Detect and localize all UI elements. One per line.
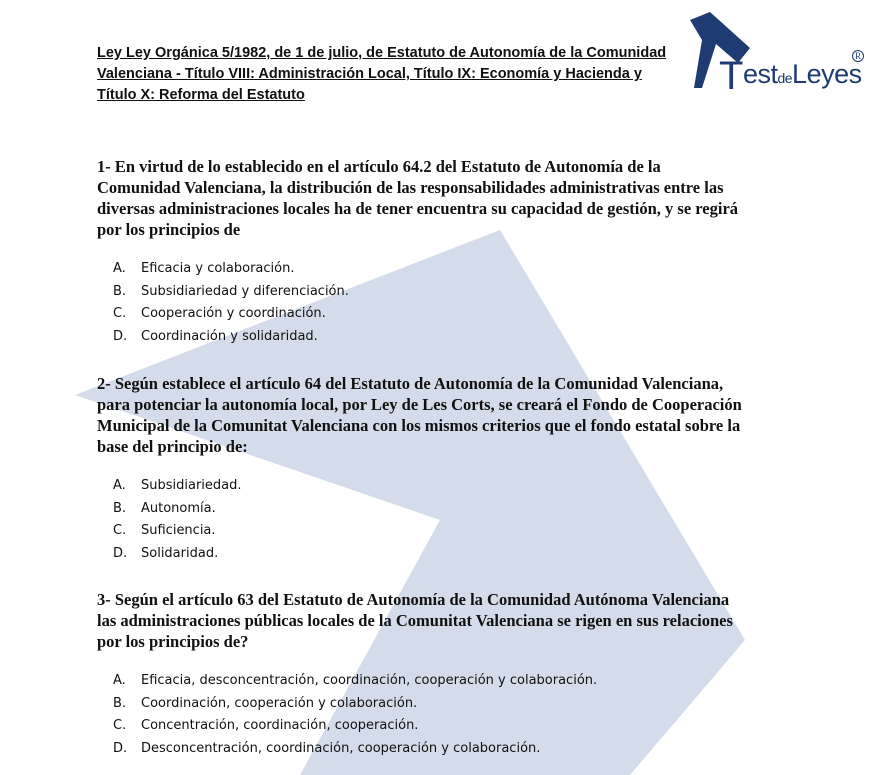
option-b[interactable]: B. Autonomía. — [113, 500, 216, 516]
option-c[interactable]: C. Suficiencia. — [113, 523, 216, 538]
option-c[interactable]: C. Cooperación y coordinación. — [113, 306, 326, 321]
question-3 — [97, 589, 747, 760]
question-2 — [97, 373, 747, 565]
option-d[interactable]: D. Coordinación y solidaridad. — [113, 328, 318, 344]
testdeleyes-logo — [672, 8, 867, 98]
option-b[interactable]: B. Subsidiariedad y diferenciación. — [113, 283, 349, 299]
option-d[interactable]: D. Solidaridad. — [113, 545, 219, 561]
option-b[interactable]: B. Coordinación, cooperación y colaboración. — [113, 695, 418, 711]
answer-options — [97, 670, 747, 760]
registered-mark: R — [852, 50, 864, 62]
option-d[interactable]: D. Desconcentración, coordinación, cooperación y colaboración. — [113, 740, 541, 756]
logo-wordmark: TestdeLeyes — [719, 54, 862, 98]
option-a[interactable]: A. Subsidiariedad. — [113, 478, 242, 493]
question-text: 2- Según establece el artículo 64 del Estatuto de Autonomía de la Comunidad Valenciana, para potenciar la autonomía local, por Ley de Les Corts, se creará el Fondo de Cooperación Municipal de la Comunitat Valenciana con los mismos criterios que el fondo estatal sobre la base del principio de: — [97, 374, 742, 456]
document-title: Ley Ley Orgánica 5/1982, de 1 de julio, de Estatuto de Autonomía de la Comunidad Valenciana - Título VIII: Administración Local, Título IX: Economía y Hacienda y Título X: Reforma del Estatuto — [97, 45, 667, 103]
question-text: 1- En virtud de lo establecido en el artículo 64.2 del Estatuto de Autonomía de la Comunidad Valenciana, la distribución de las responsabilidades administrativas entre las diversas administraciones locales ha de tener encuentra su capacidad de gestión, y se regirá por los principios de — [97, 157, 739, 239]
answer-options — [97, 258, 747, 348]
option-c[interactable]: C. Concentración, coordinación, cooperación. — [113, 718, 419, 733]
question-text: 3- Según el artículo 63 del Estatuto de Autonomía de la Comunidad Autónoma Valenciana las administraciones públicas locales de la Comunitat Valenciana se rigen en sus relaciones por los principios de? — [97, 590, 733, 651]
option-a[interactable]: A. Eficacia, desconcentración, coordinación, cooperación y colaboración. — [113, 673, 598, 688]
question-1 — [97, 156, 747, 348]
option-a[interactable]: A. Eficacia y colaboración. — [113, 261, 295, 276]
answer-options — [97, 475, 747, 565]
